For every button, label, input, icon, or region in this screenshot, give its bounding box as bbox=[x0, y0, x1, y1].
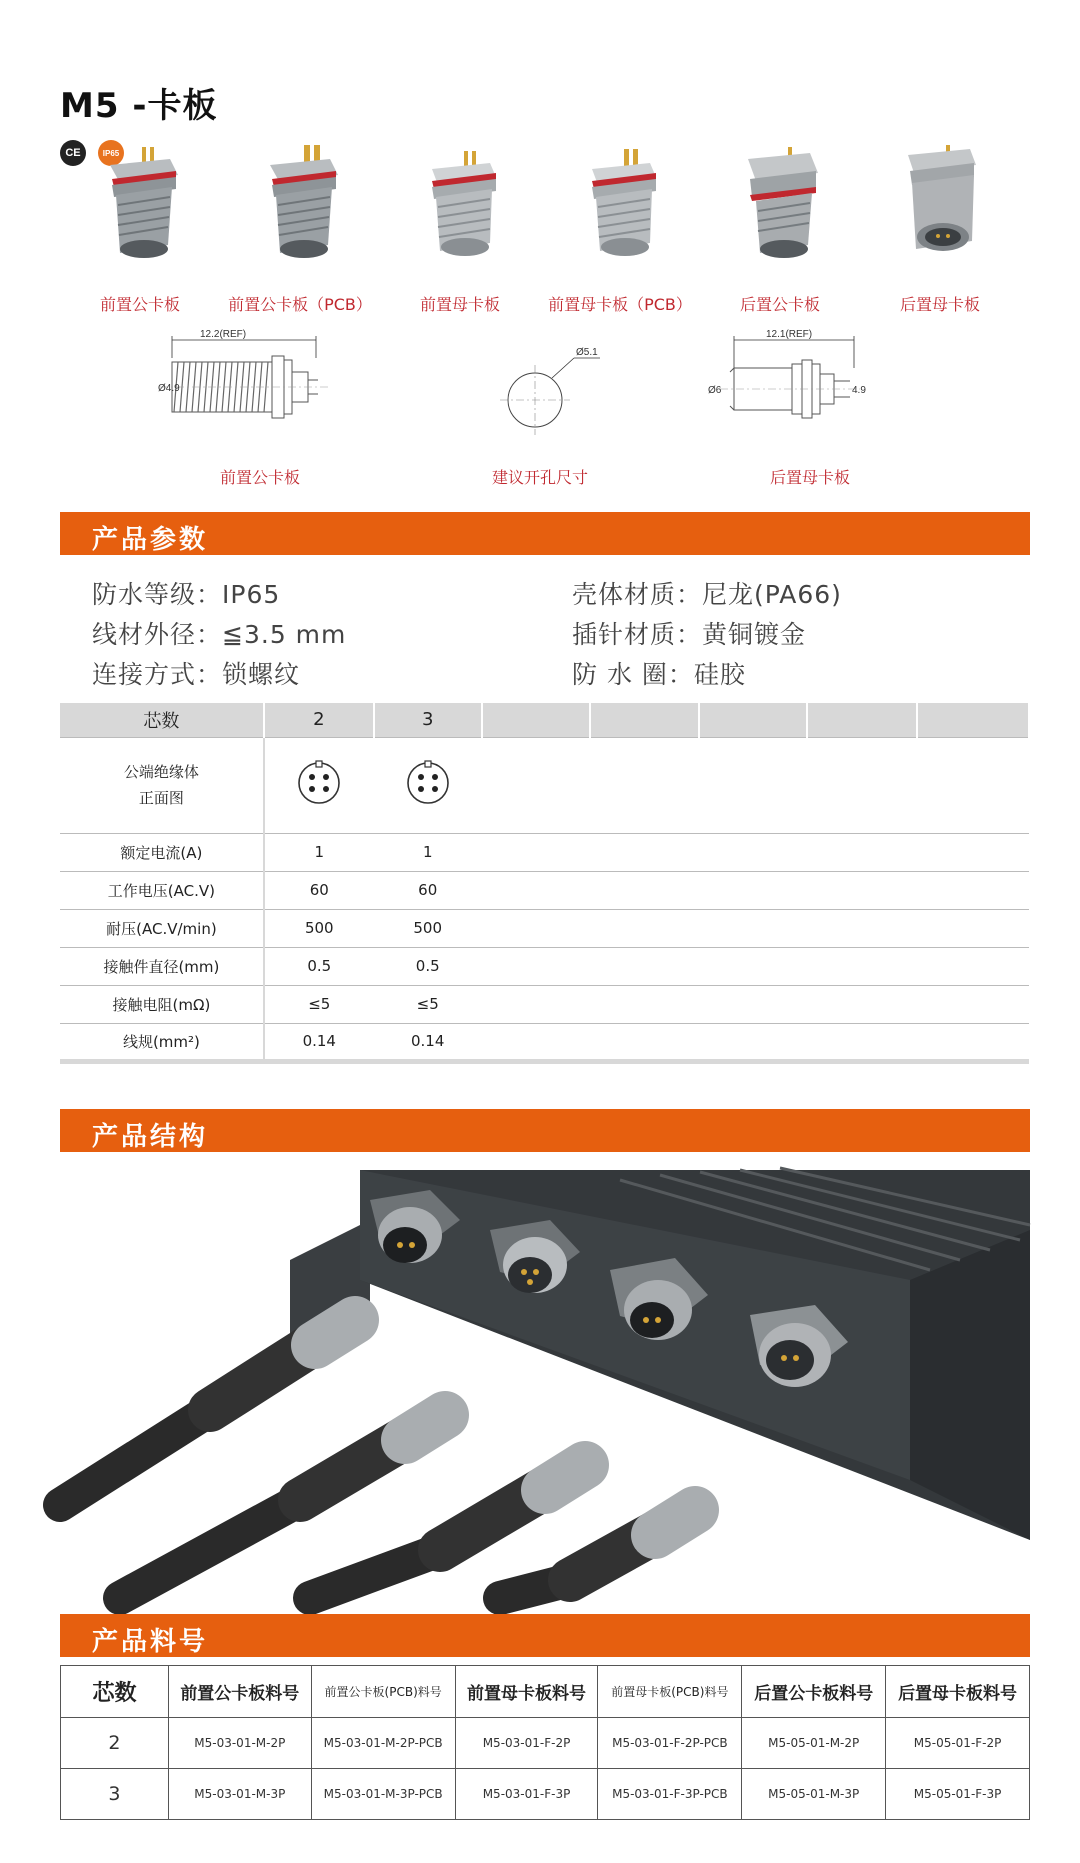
product-rear-female bbox=[860, 145, 1020, 315]
part-row bbox=[61, 1769, 1030, 1820]
part-row bbox=[61, 1718, 1030, 1769]
param-label: 线材外径 bbox=[92, 620, 197, 649]
drawing-front-male bbox=[160, 328, 360, 488]
part-cell: M5-03-01-M-2P bbox=[168, 1718, 311, 1769]
face-view-3pin bbox=[374, 737, 482, 833]
part-cell: M5-03-01-F-2P bbox=[455, 1718, 598, 1769]
connector-male-pcb-icon bbox=[250, 145, 350, 265]
part-header-cell: 前置公卡板(PCB)料号 bbox=[311, 1666, 455, 1718]
spec-cell: 0.14 bbox=[264, 1023, 374, 1061]
spec-row-label: 线规(mm²) bbox=[60, 1023, 264, 1061]
part-cell: 2 bbox=[61, 1718, 169, 1769]
section-header-structure bbox=[60, 1109, 1030, 1152]
param-separator: ： bbox=[196, 660, 223, 689]
drawing-ref-label: 12.1(REF) bbox=[766, 329, 813, 340]
cutout-dia-label: Ø5.1 bbox=[576, 347, 598, 358]
connector-rear-female-icon bbox=[890, 145, 990, 265]
product-front-male bbox=[60, 145, 220, 315]
part-number-table bbox=[60, 1665, 1030, 1820]
part-header-cell: 芯数 bbox=[61, 1666, 169, 1718]
product-label: 前置公卡板（PCB） bbox=[228, 295, 372, 314]
spec-row-label: 耐压(AC.V/min) bbox=[60, 909, 264, 947]
part-cell: M5-03-01-M-3P-PCB bbox=[311, 1769, 455, 1820]
spec-cell: 1 bbox=[374, 833, 482, 871]
spec-face-label bbox=[60, 737, 264, 833]
param-separator: ： bbox=[196, 620, 223, 649]
product-front-male-pcb bbox=[220, 145, 380, 315]
spec-cell: 0.5 bbox=[374, 947, 482, 985]
connector-rear-male-icon bbox=[730, 145, 830, 265]
product-label: 前置公卡板 bbox=[99, 295, 180, 314]
drawing-label: 前置公卡板 bbox=[219, 468, 300, 487]
spec-cell: 1 bbox=[264, 833, 374, 871]
part-cell: M5-05-01-M-3P bbox=[742, 1769, 886, 1820]
param-value: 锁螺纹 bbox=[222, 660, 301, 689]
drawing-rear-female bbox=[710, 328, 910, 488]
drawing-dia-label: Ø4.9 bbox=[158, 383, 180, 394]
product-rear-male bbox=[700, 145, 860, 315]
face-label-line2: 正面图 bbox=[138, 789, 184, 807]
spec-header-cell: 2 bbox=[264, 703, 374, 737]
product-label: 前置母卡板 bbox=[419, 295, 500, 314]
part-header-cell: 后置母卡板料号 bbox=[886, 1666, 1030, 1718]
connector-male-icon bbox=[90, 145, 190, 265]
param-separator: ： bbox=[676, 580, 703, 609]
product-structure-image bbox=[60, 1160, 1030, 1598]
spec-header-cell bbox=[699, 703, 807, 737]
param-item bbox=[572, 615, 806, 651]
spec-header-row bbox=[60, 703, 1029, 737]
part-cell: M5-05-01-M-2P bbox=[742, 1718, 886, 1769]
product-front-female-pcb bbox=[540, 145, 700, 315]
spec-cell: 0.14 bbox=[374, 1023, 482, 1061]
spec-row bbox=[60, 985, 1029, 1023]
product-label: 后置母卡板 bbox=[899, 295, 980, 314]
part-header-cell: 后置公卡板料号 bbox=[742, 1666, 886, 1718]
part-header-cell: 前置母卡板料号 bbox=[455, 1666, 598, 1718]
face-label-line1: 公端绝缘体 bbox=[123, 763, 199, 781]
param-item bbox=[572, 655, 746, 691]
param-value: 硅胶 bbox=[693, 660, 746, 689]
spec-header-cell bbox=[807, 703, 917, 737]
part-cell: M5-03-01-M-2P-PCB bbox=[311, 1718, 455, 1769]
spec-row bbox=[60, 871, 1029, 909]
param-label: 防 水 圈 bbox=[572, 660, 668, 689]
spec-row bbox=[60, 909, 1029, 947]
param-item bbox=[572, 575, 842, 611]
section-header-params bbox=[60, 512, 1030, 555]
spec-cell: 500 bbox=[374, 909, 482, 947]
part-header-row bbox=[61, 1666, 1030, 1718]
face-view-2pin bbox=[264, 737, 374, 833]
section-title: 产品参数 bbox=[92, 525, 209, 555]
spec-cell: 0.5 bbox=[264, 947, 374, 985]
cutout-circle-drawing bbox=[440, 328, 640, 458]
param-label: 插针材质 bbox=[572, 620, 677, 649]
spec-header-cell bbox=[917, 703, 1029, 737]
spec-header-cell bbox=[590, 703, 700, 737]
spec-row bbox=[60, 833, 1029, 871]
spec-cell: 60 bbox=[264, 871, 374, 909]
spec-cell: ≤5 bbox=[264, 985, 374, 1023]
product-label: 后置公卡板 bbox=[739, 295, 820, 314]
param-separator: ： bbox=[676, 620, 703, 649]
product-front-female bbox=[380, 145, 540, 315]
spec-table bbox=[60, 703, 1030, 1064]
drawing-label: 后置母卡板 bbox=[769, 468, 850, 487]
connector-female-icon bbox=[410, 145, 510, 265]
spec-face-row bbox=[60, 737, 1029, 833]
spec-row-label: 工作电压(AC.V) bbox=[60, 871, 264, 909]
part-header-cell: 前置公卡板料号 bbox=[168, 1666, 311, 1718]
section-header-part-numbers bbox=[60, 1614, 1030, 1657]
param-value: 黄铜镀金 bbox=[702, 620, 807, 649]
param-label: 防水等级 bbox=[92, 580, 197, 609]
insulator-2pin-icon bbox=[294, 760, 344, 806]
ce-certification-icon: CE bbox=[60, 140, 86, 166]
param-label: 壳体材质 bbox=[572, 580, 677, 609]
page-title: M5 -卡板 bbox=[60, 86, 218, 126]
product-gallery bbox=[60, 145, 1020, 315]
param-separator: ： bbox=[196, 580, 223, 609]
spec-cell: ≤5 bbox=[374, 985, 482, 1023]
part-cell: M5-03-01-F-3P bbox=[455, 1769, 598, 1820]
structure-illustration bbox=[60, 1160, 1030, 1598]
spec-header-cell bbox=[482, 703, 590, 737]
param-separator: ： bbox=[667, 660, 694, 689]
drawing-dia-right-label: 4.9 bbox=[852, 385, 866, 396]
connector-female-pcb-icon bbox=[570, 145, 670, 265]
param-label: 连接方式 bbox=[92, 660, 197, 689]
param-value: ≦3.5 mm bbox=[222, 620, 347, 649]
dimension-drawing-front-male bbox=[160, 328, 360, 458]
drawing-dia-left-label: Ø6 bbox=[708, 385, 722, 396]
spec-row-label: 额定电流(A) bbox=[60, 833, 264, 871]
insulator-3pin-icon bbox=[403, 760, 453, 806]
spec-header-label: 芯数 bbox=[60, 703, 264, 737]
section-title: 产品料号 bbox=[92, 1627, 209, 1657]
part-cell: M5-05-01-F-3P bbox=[886, 1769, 1030, 1820]
dimension-drawing-rear-female bbox=[710, 328, 910, 458]
spec-row-label: 接触件直径(mm) bbox=[60, 947, 264, 985]
drawing-ref-label: 12.2(REF) bbox=[200, 329, 247, 340]
spec-row bbox=[60, 1023, 1029, 1061]
param-item bbox=[92, 575, 280, 611]
spec-row bbox=[60, 947, 1029, 985]
param-value: IP65 bbox=[222, 580, 281, 609]
product-label: 前置母卡板（PCB） bbox=[548, 295, 692, 314]
spec-header-cell: 3 bbox=[374, 703, 482, 737]
drawing-panel-cutout bbox=[440, 328, 640, 488]
part-cell: 3 bbox=[61, 1769, 169, 1820]
spec-cell: 500 bbox=[264, 909, 374, 947]
param-item bbox=[92, 615, 346, 651]
section-title: 产品结构 bbox=[92, 1122, 209, 1152]
param-item bbox=[92, 655, 300, 691]
spec-row-label: 接触电阻(mΩ) bbox=[60, 985, 264, 1023]
param-value: 尼龙(PA66) bbox=[702, 580, 842, 609]
part-cell: M5-03-01-F-3P-PCB bbox=[598, 1769, 742, 1820]
spec-cell: 60 bbox=[374, 871, 482, 909]
part-cell: M5-03-01-F-2P-PCB bbox=[598, 1718, 742, 1769]
part-cell: M5-05-01-F-2P bbox=[886, 1718, 1030, 1769]
ip65-certification-icon: IP65 bbox=[98, 140, 124, 166]
part-cell: M5-03-01-M-3P bbox=[168, 1769, 311, 1820]
drawing-label: 建议开孔尺寸 bbox=[491, 468, 588, 487]
part-header-cell: 前置母卡板(PCB)料号 bbox=[598, 1666, 742, 1718]
